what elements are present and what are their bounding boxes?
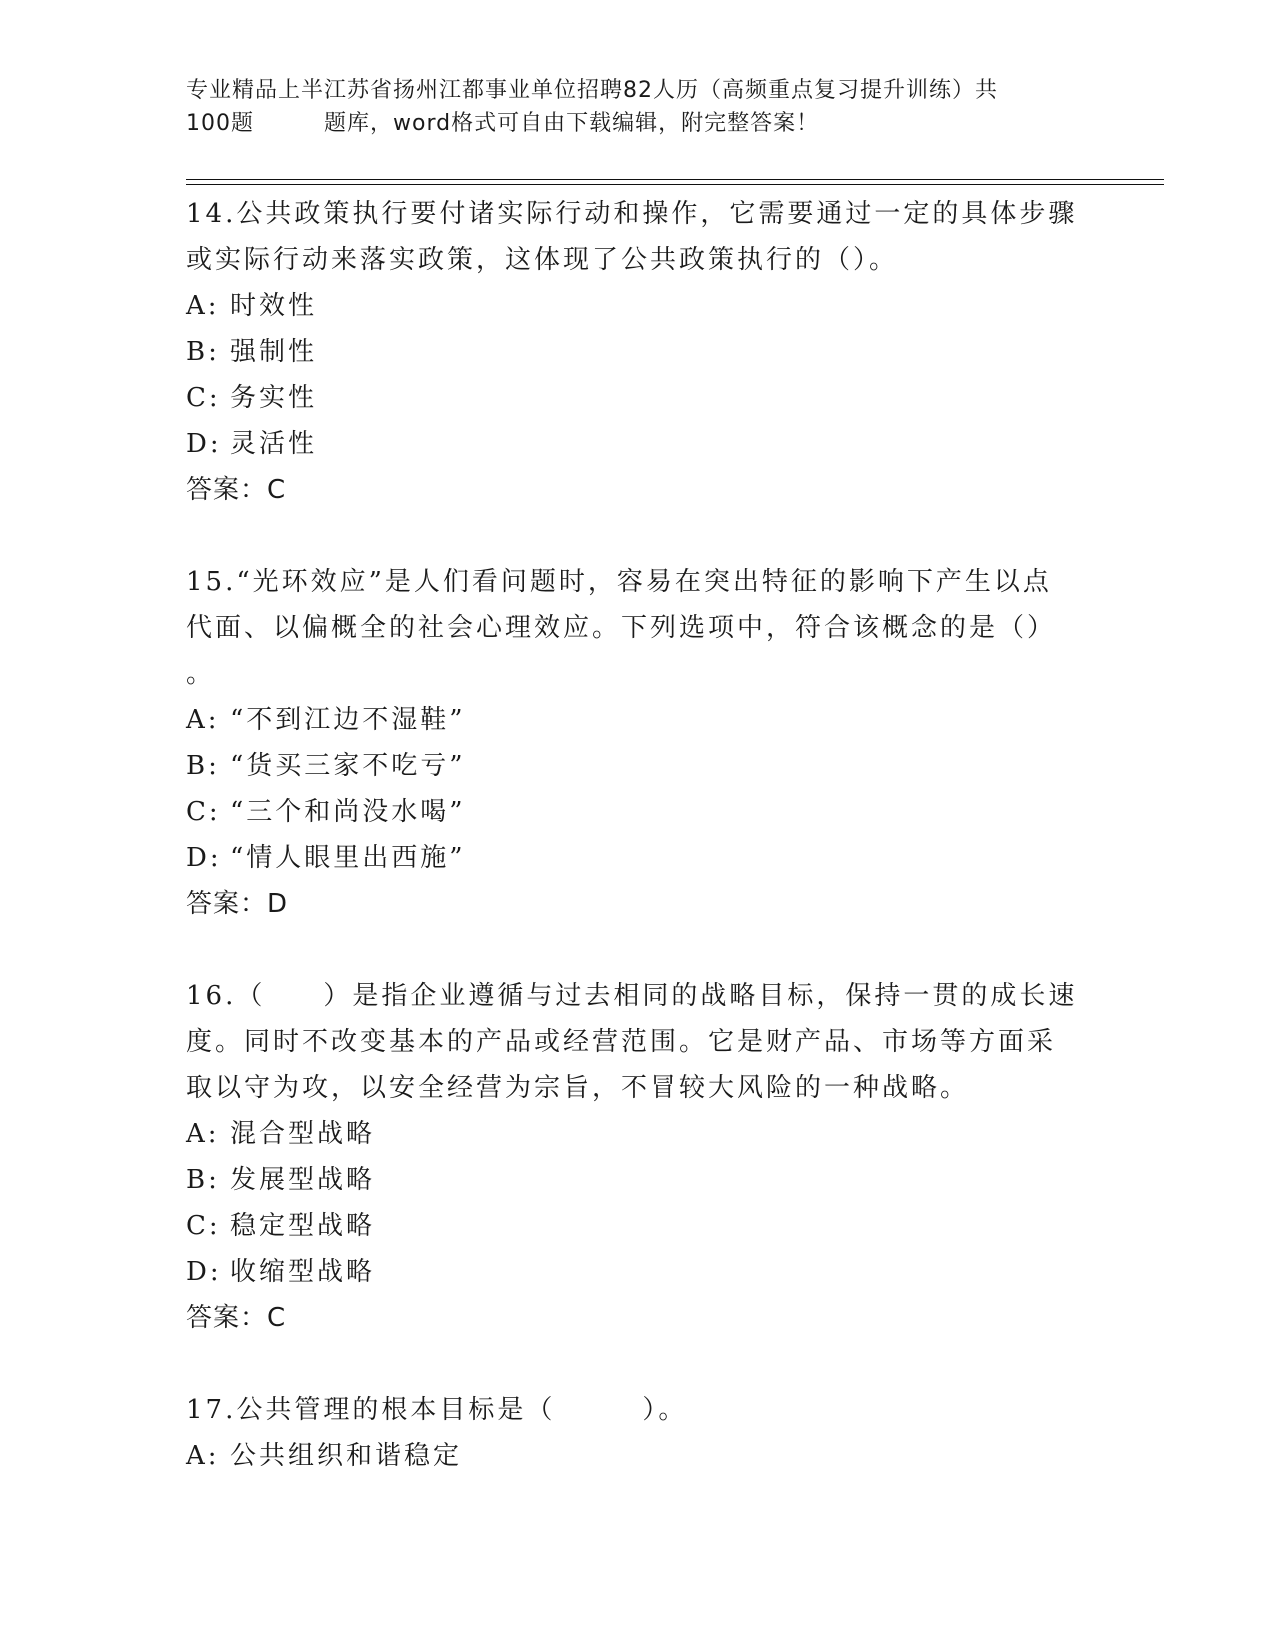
option-key: C: [186, 383, 221, 413]
option-text: 混合型战略 [230, 1119, 376, 1149]
option-d [186, 1249, 1086, 1295]
option-a [186, 1433, 1086, 1479]
option-key: D: [186, 843, 222, 873]
question-stem-line: 度。同时不改变基本的产品或经营范围。它是财产品、市场等方面采 [186, 1027, 1057, 1057]
option-a [186, 1111, 1086, 1157]
header-divider-top [186, 179, 1164, 180]
question-16 [186, 973, 1086, 1341]
answer-line: 答案：C [186, 1303, 287, 1333]
option-text: 收缩型战略 [230, 1257, 376, 1287]
option-key: B: [186, 1165, 220, 1195]
option-c [186, 375, 1086, 421]
question-stem-line: 15.“光环效应”是人们看问题时，容易在突出特征的影响下产生以点 [186, 567, 1052, 597]
option-text: “货买三家不吃亏” [230, 751, 466, 781]
option-key: C: [186, 1211, 221, 1241]
option-key: A: [186, 1119, 220, 1149]
header-description: 题库，word格式可自由下载编辑，附完整答案！ [324, 111, 820, 136]
option-key: D: [186, 429, 222, 459]
question-list [186, 191, 1086, 1525]
option-text: “情人眼里出西施” [230, 843, 466, 873]
question-stem-line: 取以守为攻，以安全经营为宗旨，不冒较大风险的一种战略。 [186, 1073, 970, 1103]
question-15 [186, 559, 1086, 927]
question-stem-line: 。 [186, 659, 216, 689]
option-key: C: [186, 797, 221, 827]
option-b [186, 329, 1086, 375]
option-text: 公共组织和谐稳定 [230, 1441, 463, 1471]
option-text: “不到江边不湿鞋” [230, 705, 466, 735]
option-key: A: [186, 291, 220, 321]
question-stem-line: 17.公共管理的根本目标是（ ）。 [186, 1395, 688, 1425]
option-d [186, 421, 1086, 467]
header-title-line-2 [186, 107, 1086, 140]
option-text: “三个和尚没水喝” [230, 797, 466, 827]
answer-line: 答案：D [186, 889, 289, 919]
answer-line: 答案：C [186, 475, 287, 505]
option-text: 稳定型战略 [230, 1211, 376, 1241]
option-a [186, 283, 1086, 329]
option-key: B: [186, 337, 220, 367]
option-c [186, 789, 1086, 835]
option-text: 务实性 [230, 383, 318, 413]
question-17 [186, 1387, 1086, 1479]
question-14 [186, 191, 1086, 513]
option-key: A: [186, 705, 220, 735]
header-divider-bottom [186, 184, 1164, 185]
option-c [186, 1203, 1086, 1249]
option-key: A: [186, 1441, 220, 1471]
question-stem-line: 或实际行动来落实政策，这体现了公共政策执行的（）。 [186, 245, 899, 275]
question-stem-line: 14.公共政策执行要付诸实际行动和操作，它需要通过一定的具体步骤 [186, 199, 1078, 229]
option-d [186, 835, 1086, 881]
header-question-count: 100题 [186, 111, 254, 136]
question-stem-line: 16.（ ）是指企业遵循与过去相同的战略目标，保持一贯的成长速 [186, 981, 1078, 1011]
option-key: B: [186, 751, 220, 781]
header-title-line-1: 专业精品上半江苏省扬州江都事业单位招聘82人历（高频重点复习提升训练）共 [186, 78, 998, 103]
option-b [186, 1157, 1086, 1203]
document-header [186, 74, 1086, 140]
option-key: D: [186, 1257, 222, 1287]
option-b [186, 743, 1086, 789]
option-a [186, 697, 1086, 743]
option-text: 时效性 [230, 291, 318, 321]
option-text: 发展型战略 [230, 1165, 376, 1195]
question-stem-line: 代面、以偏概全的社会心理效应。下列选项中，符合该概念的是（） [186, 613, 1057, 643]
option-text: 强制性 [230, 337, 318, 367]
option-text: 灵活性 [230, 429, 318, 459]
